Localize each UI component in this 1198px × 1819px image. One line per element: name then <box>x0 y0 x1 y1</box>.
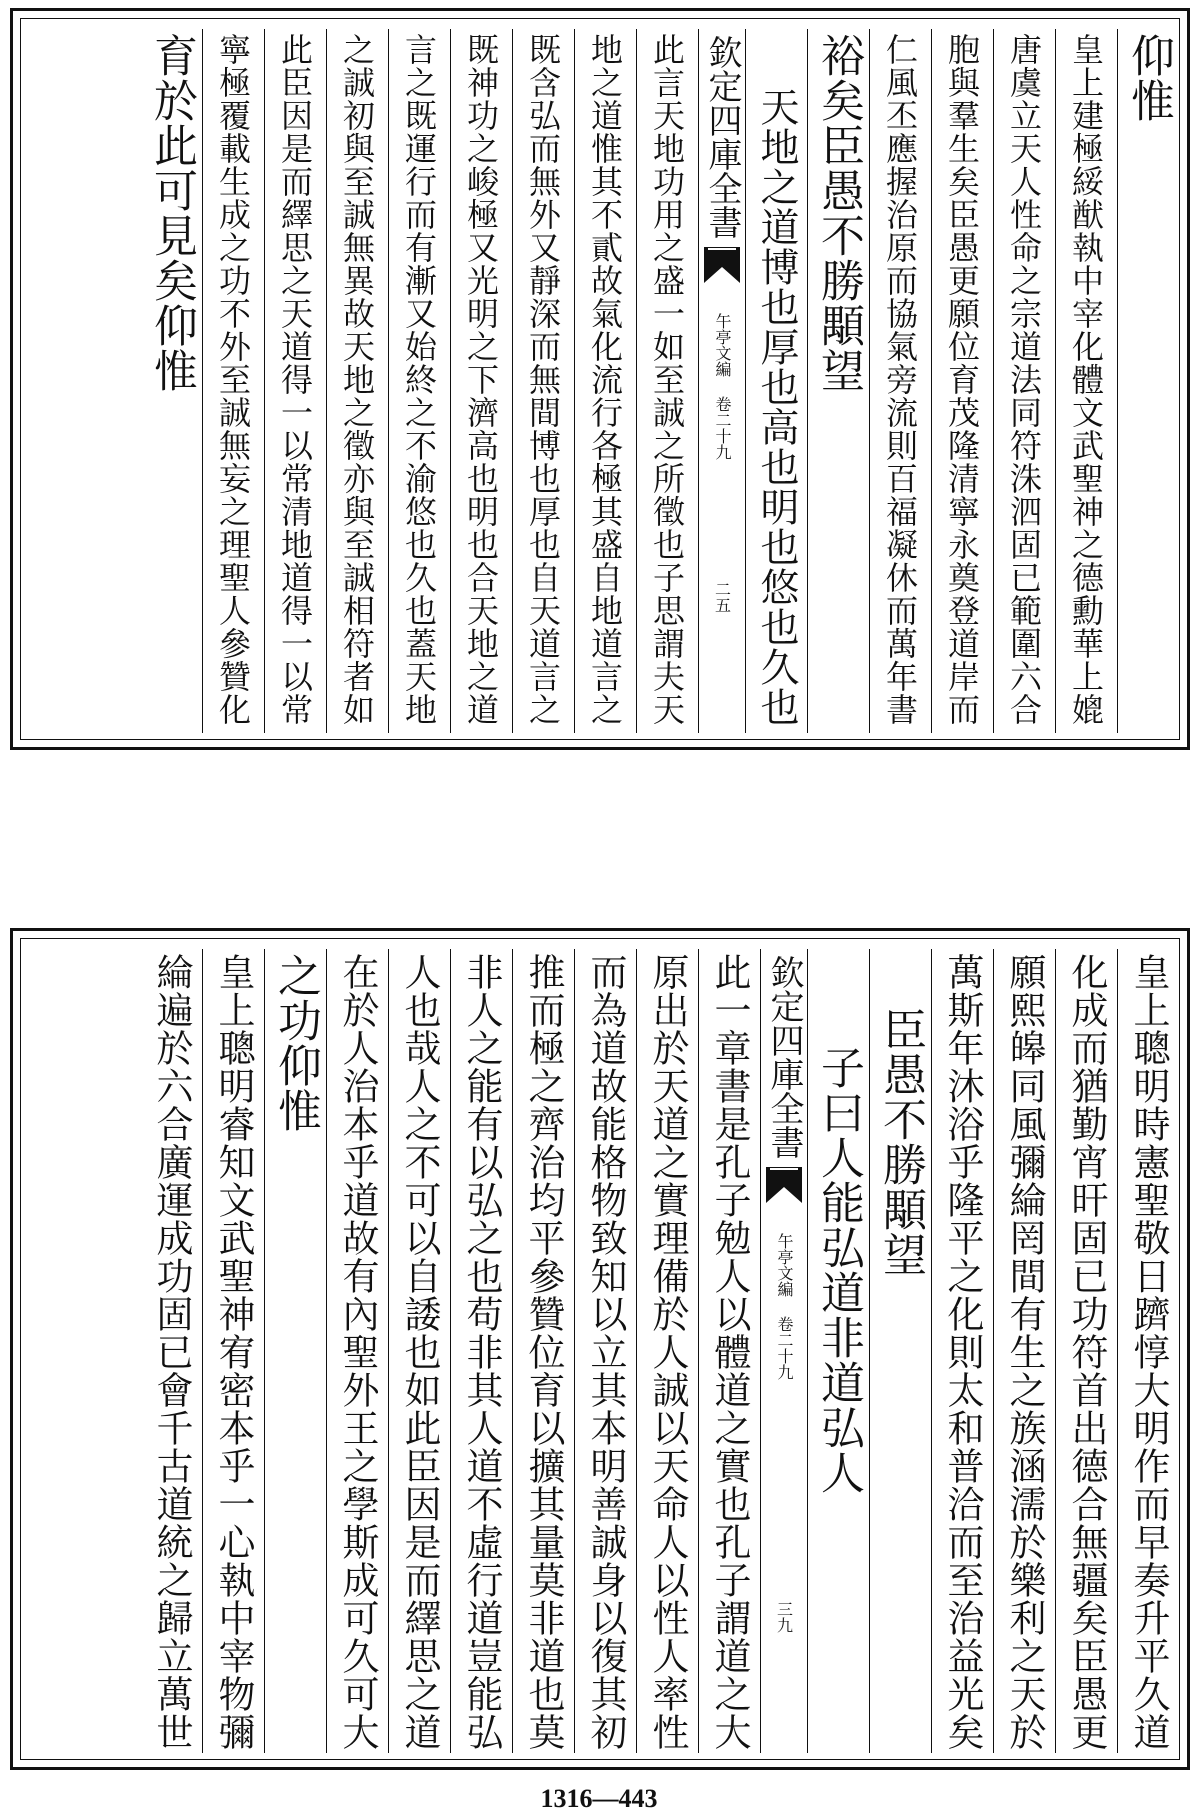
top-page-frame <box>20 18 1180 740</box>
bottom-page-frame <box>20 938 1180 1760</box>
text-column: 人也哉人之不可以自諉也如此臣因是而繹思之道 <box>388 949 450 1753</box>
text-column: 言之既運行而有漸又始終之不渝悠也久也蓋天地 <box>388 29 450 733</box>
top-page <box>10 8 1190 750</box>
text-column: 而為道故能格物致知以立其本明善誠身以復其初 <box>574 949 636 1753</box>
fishtail-mark-icon <box>702 243 742 303</box>
text-column: 皇上聰明時憲聖敬日躋惇大明作而早奏升平久道 <box>1117 949 1179 1753</box>
text-column: 願熙皞同風彌綸罔間有生之族涵濡於樂利之天於 <box>993 949 1055 1753</box>
text-column: 之功仰惟 <box>264 949 326 1753</box>
bottom-page <box>10 928 1190 1770</box>
text-column: 化成而猶勤宵旰固已功符首出德合無疆矣臣愚更 <box>1055 949 1117 1753</box>
text-column: 育於此可見矣仰惟 <box>146 33 197 393</box>
text-column: 原出於天道之實理備於人誠以天命人以性人率性 <box>636 949 698 1753</box>
book-title: 欽定四庫全書 <box>702 35 742 239</box>
text-column: 寧極覆載生成之功不外至誠無妄之理聖人參贊化 <box>202 29 264 733</box>
text-column: 推而極之齊治均平參贊位育以擴其量莫非道也莫 <box>512 949 574 1753</box>
text-column: 仰惟 <box>1117 29 1179 733</box>
folio-number: 二五 <box>712 581 732 613</box>
book-title: 欽定四庫全書 <box>764 955 804 1159</box>
text-column: 天地之道博也厚也高也明也悠也久也 <box>745 29 807 733</box>
text-column: 唐虞立天人性命之宗道法同符洙泗固已範圍六合 <box>993 29 1055 733</box>
text-column: 仁風丕應握治原而協氣旁流則百福凝休而萬年書 <box>869 29 931 733</box>
text-column: 此一章書是孔子勉人以體道之實也孔子謂道之大 <box>698 949 760 1753</box>
chapter-label: 午亭文編 卷二十九 <box>775 1233 794 1380</box>
text-column: 此臣因是而繹思之天道得一以常清地道得一以常 <box>264 29 326 733</box>
text-column: 此言天地功用之盛一如至誠之所徵也子思謂夫天 <box>636 29 698 733</box>
text-column: 在於人治本乎道故有內聖外王之學斯成可久可大 <box>326 949 388 1753</box>
text-column: 裕矣臣愚不勝顒望 <box>807 29 869 733</box>
bottom-page-columns <box>21 949 1179 1753</box>
text-column: 萬斯年沐浴乎隆平之化則太和普洽而至治益光矣 <box>931 949 993 1753</box>
page-code: 1316—443 <box>540 1784 658 1813</box>
text-column: 皇上聰明睿知文武聖神宥密本乎一心執中宰物彌 <box>202 949 264 1753</box>
folio-number: 三九 <box>774 1601 794 1633</box>
text-column: 非人之能有以弘之也苟非其人道不虛行道豈能弘 <box>450 949 512 1753</box>
text-column: 地之道惟其不貳故氣化流行各極其盛自地道言之 <box>574 29 636 733</box>
text-column: 既神功之峻極又光明之下濟高也明也合天地之道 <box>450 29 512 733</box>
text-column: 臣愚不勝顒望 <box>869 949 931 1753</box>
text-column: 既含弘而無外又靜深而無間博也厚也自天道言之 <box>512 29 574 733</box>
text-column: 胞與羣生矣臣愚更願位育茂隆清寧永奠登道岸而 <box>931 29 993 733</box>
center-fold <box>698 29 745 733</box>
text-column: 綸遍於六合廣運成功固已會千古道統之歸立萬世 <box>150 953 193 1751</box>
text-column: 子曰人能弘道非道弘人 <box>807 949 869 1753</box>
text-column: 之誠初與至誠無異故天地之徵亦與至誠相符者如 <box>326 29 388 733</box>
text-column: 皇上建極綏猷執中宰化體文武聖神之德勳華上媲 <box>1055 29 1117 733</box>
center-fold <box>760 949 807 1753</box>
fishtail-mark-icon <box>764 1163 804 1223</box>
top-page-columns <box>21 29 1179 733</box>
chapter-label: 午亭文編 卷二十九 <box>713 313 732 460</box>
